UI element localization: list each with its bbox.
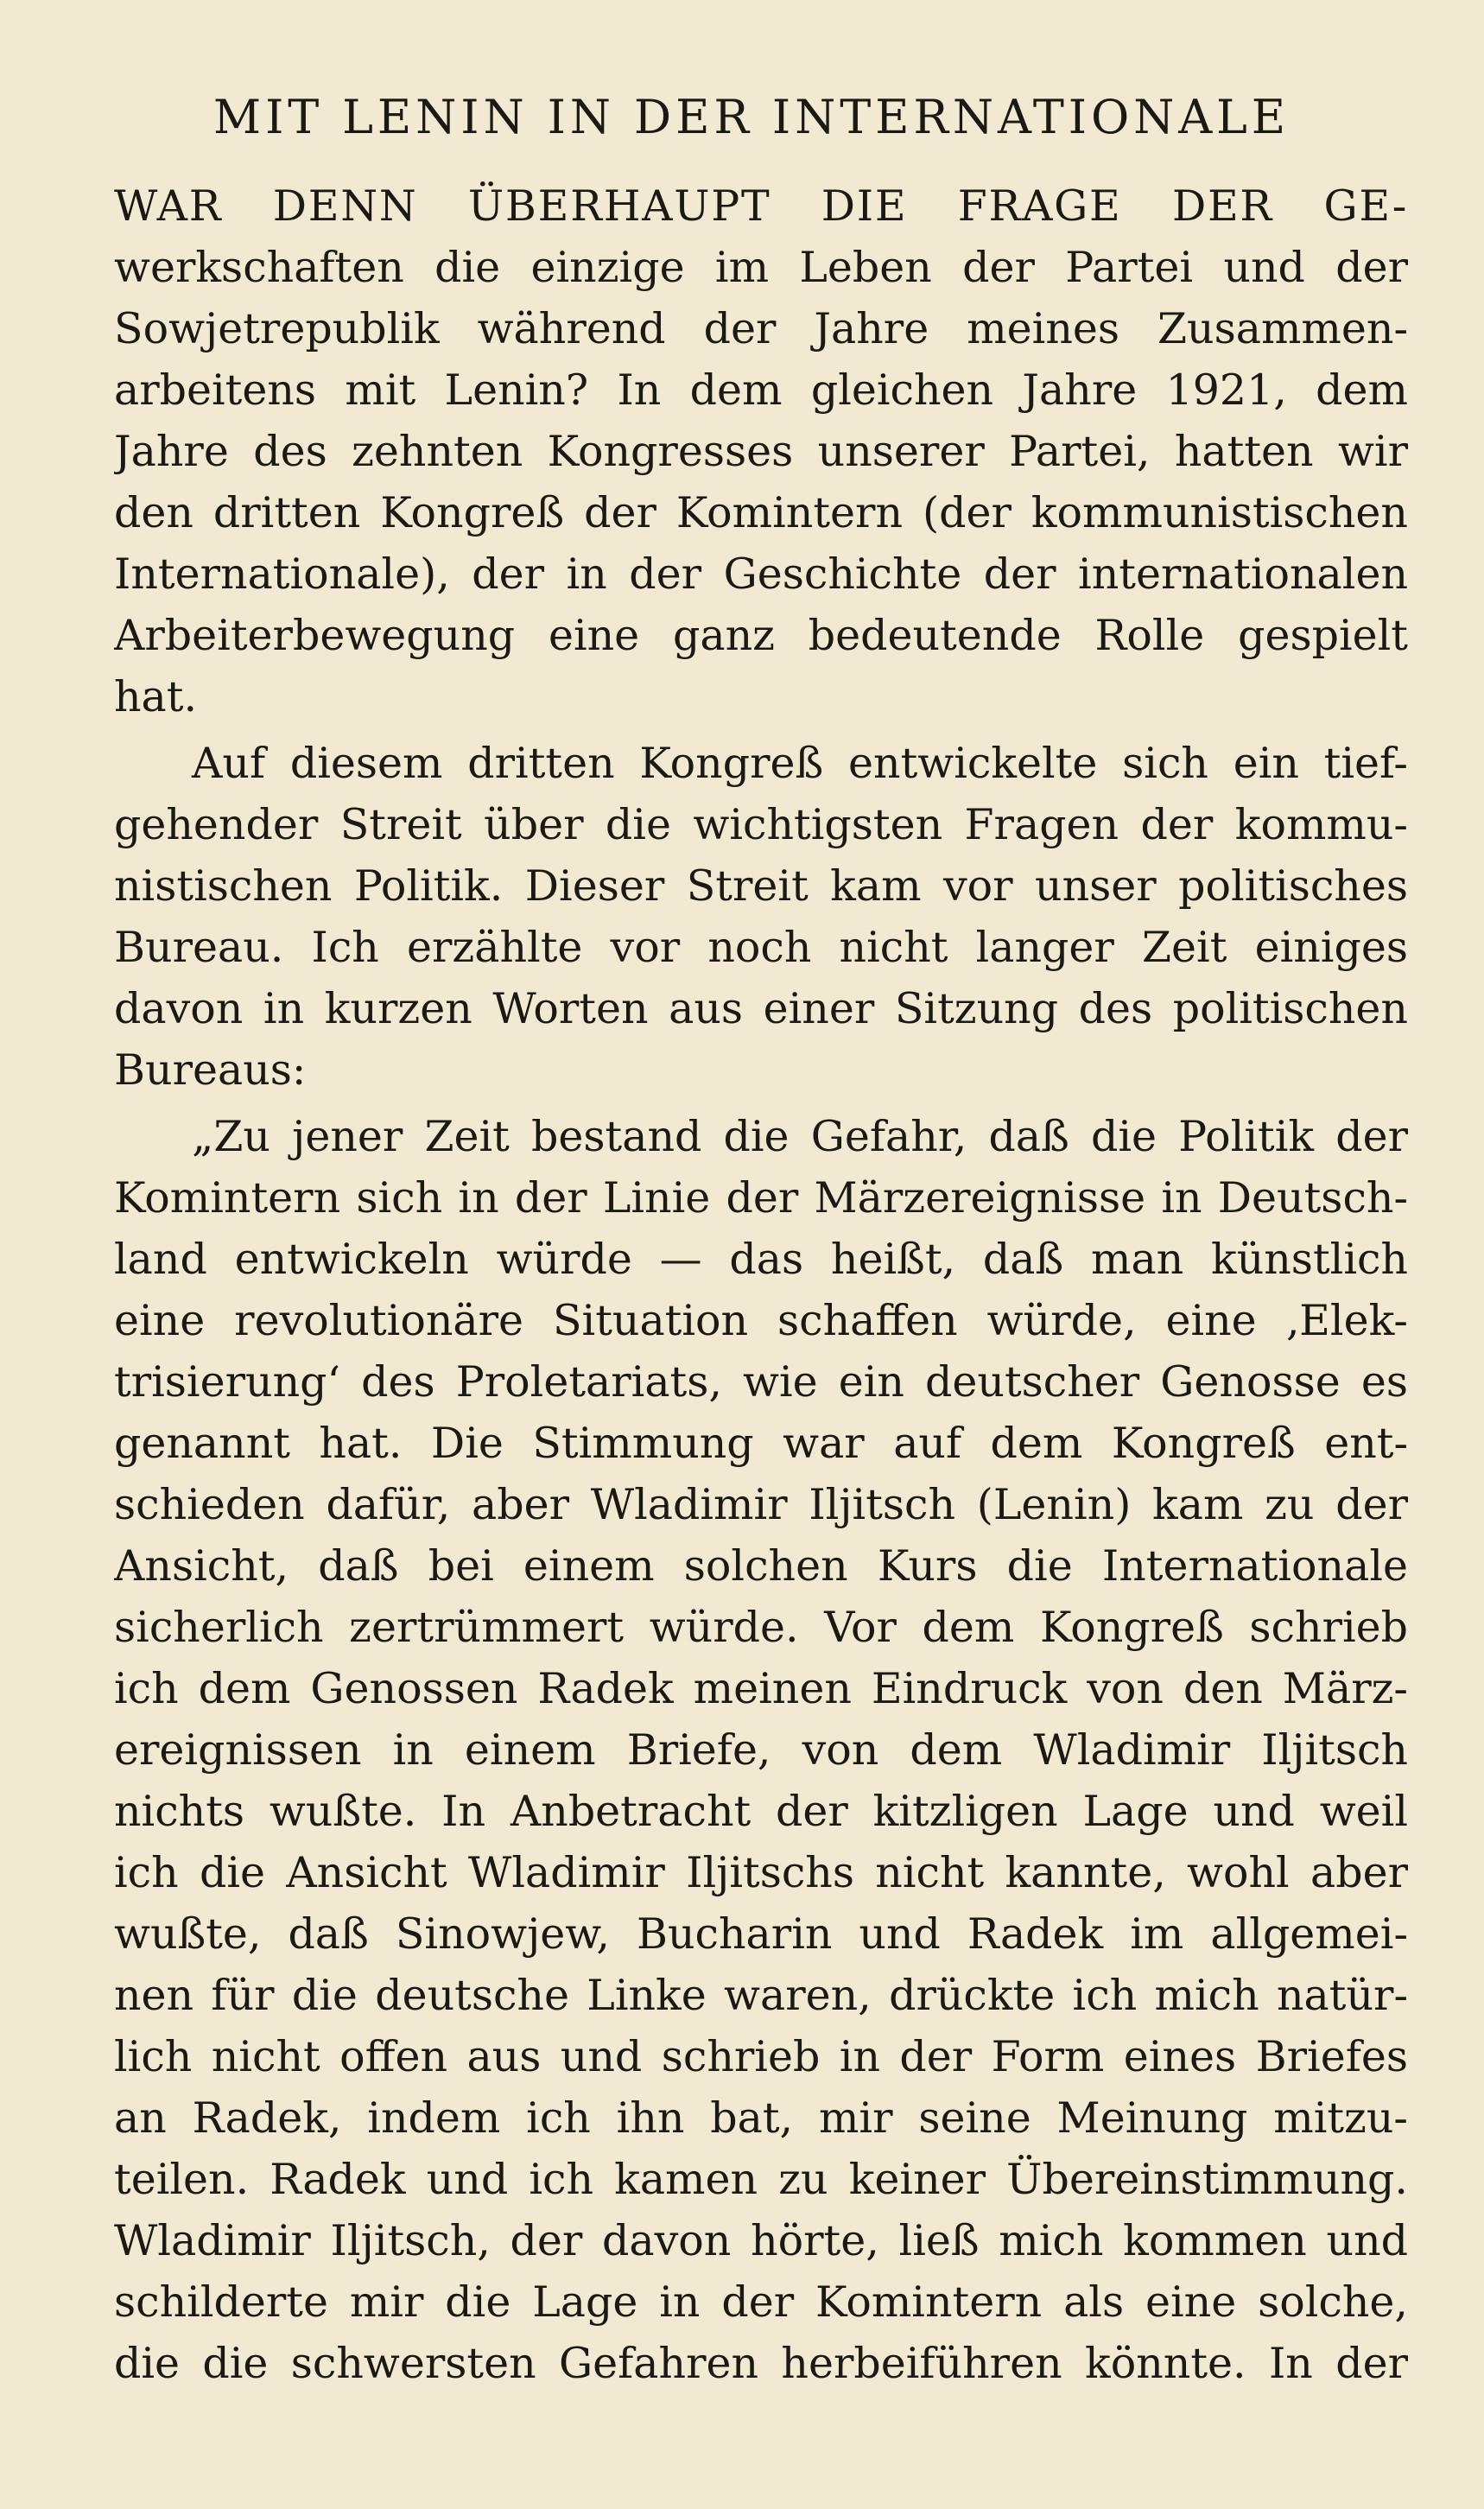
text-line: sicherlich zertrümmert würde. Vor dem Kongreß schrieb [114,1603,1408,1652]
text-line: lich nicht offen aus und schrieb in der Form eines Briefes [114,2032,1408,2081]
text-line: wußte, daß Sinowjew, Bucharin und Radek im allgemei- [114,1909,1408,1959]
paragraph [114,175,1408,727]
text-line: werkschaften die einzige im Leben der Partei und der [114,243,1408,292]
text-line: nichts wußte. In Anbetracht der kitzligen Lage und weil [114,1787,1408,1836]
text-line: Ansicht, daß bei einem solchen Kurs die Internationale [114,1541,1408,1591]
text-line: schieden dafür, aber Wladimir Iljitsch (Lenin) kam zu der [114,1480,1408,1529]
text-line: „Zu jener Zeit bestand die Gefahr, daß die Politik der [192,1112,1408,1161]
text-line: an Radek, indem ich ihn bat, mir seine Meinung mitzu- [114,2093,1408,2143]
text-line: Auf diesem dritten Kongreß entwickelte sich ein tief- [192,739,1408,788]
text-line: trisierung‘ des Proletariats, wie ein deutscher Genosse es [114,1357,1408,1407]
text-line: Arbeiterbewegung eine ganz bedeutende Rolle gespielt [114,611,1408,660]
text-line: genannt hat. Die Stimmung war auf dem Kongreß ent- [114,1419,1408,1468]
text-line: Komintern sich in der Linie der Märzereignisse in Deutsch- [114,1173,1408,1223]
text-line: davon in kurzen Worten aus einer Sitzung des politischen [114,984,1408,1033]
text-line: Internationale), der in der Geschichte der internationalen [114,549,1408,599]
text-line: WAR DENN ÜBERHAUPT DIE FRAGE DER GE- [114,181,1408,231]
text-line: nen für die deutsche Linke waren, drückte ich mich natür- [114,1971,1408,2020]
paragraph [114,733,1408,1101]
text-line: ereignissen in einem Briefe, von dem Wladimir Iljitsch [114,1725,1408,1775]
paragraph [114,1106,1408,2394]
text-line: teilen. Radek und ich kamen zu keiner Übereinstimmung. [114,2155,1408,2204]
text-line: Bureaus: [114,1045,307,1095]
text-line: Bureau. Ich erzählte vor noch nicht langer Zeit einiges [114,923,1408,972]
running-head: MIT LENIN IN DER INTERNATIONALE [212,90,1291,144]
text-line: arbeitens mit Lenin? In dem gleichen Jahre 1921, dem [114,365,1408,415]
text-line: land entwickeln würde — das heißt, daß man künstlich [114,1235,1408,1284]
text-line: ich die Ansicht Wladimir Iljitschs nicht kannte, wohl aber [114,1848,1408,1897]
text-line: nistischen Politik. Dieser Streit kam vor unser politisches [114,861,1408,911]
text-line: ich dem Genossen Radek meinen Eindruck von den März- [114,1664,1408,1713]
text-line: eine revolutionäre Situation schaffen würde, eine ‚Elek- [114,1296,1408,1345]
text-line: hat. [114,672,198,721]
body-text [114,175,1408,2394]
text-line: Sowjetrepublik während der Jahre meines Zusammen- [114,304,1408,353]
text-line: Jahre des zehnten Kongresses unserer Partei, hatten wir [114,427,1408,476]
text-line: gehender Streit über die wichtigsten Fragen der kommu- [114,800,1408,849]
text-line: den dritten Kongreß der Komintern (der kommunistischen [114,488,1408,537]
text-line: die die schwersten Gefahren herbeiführen könnte. In der [114,2339,1408,2388]
text-line: schilderte mir die Lage in der Komintern als eine solche, [114,2277,1408,2327]
text-line: Wladimir Iljitsch, der davon hörte, ließ mich kommen und [114,2216,1408,2265]
